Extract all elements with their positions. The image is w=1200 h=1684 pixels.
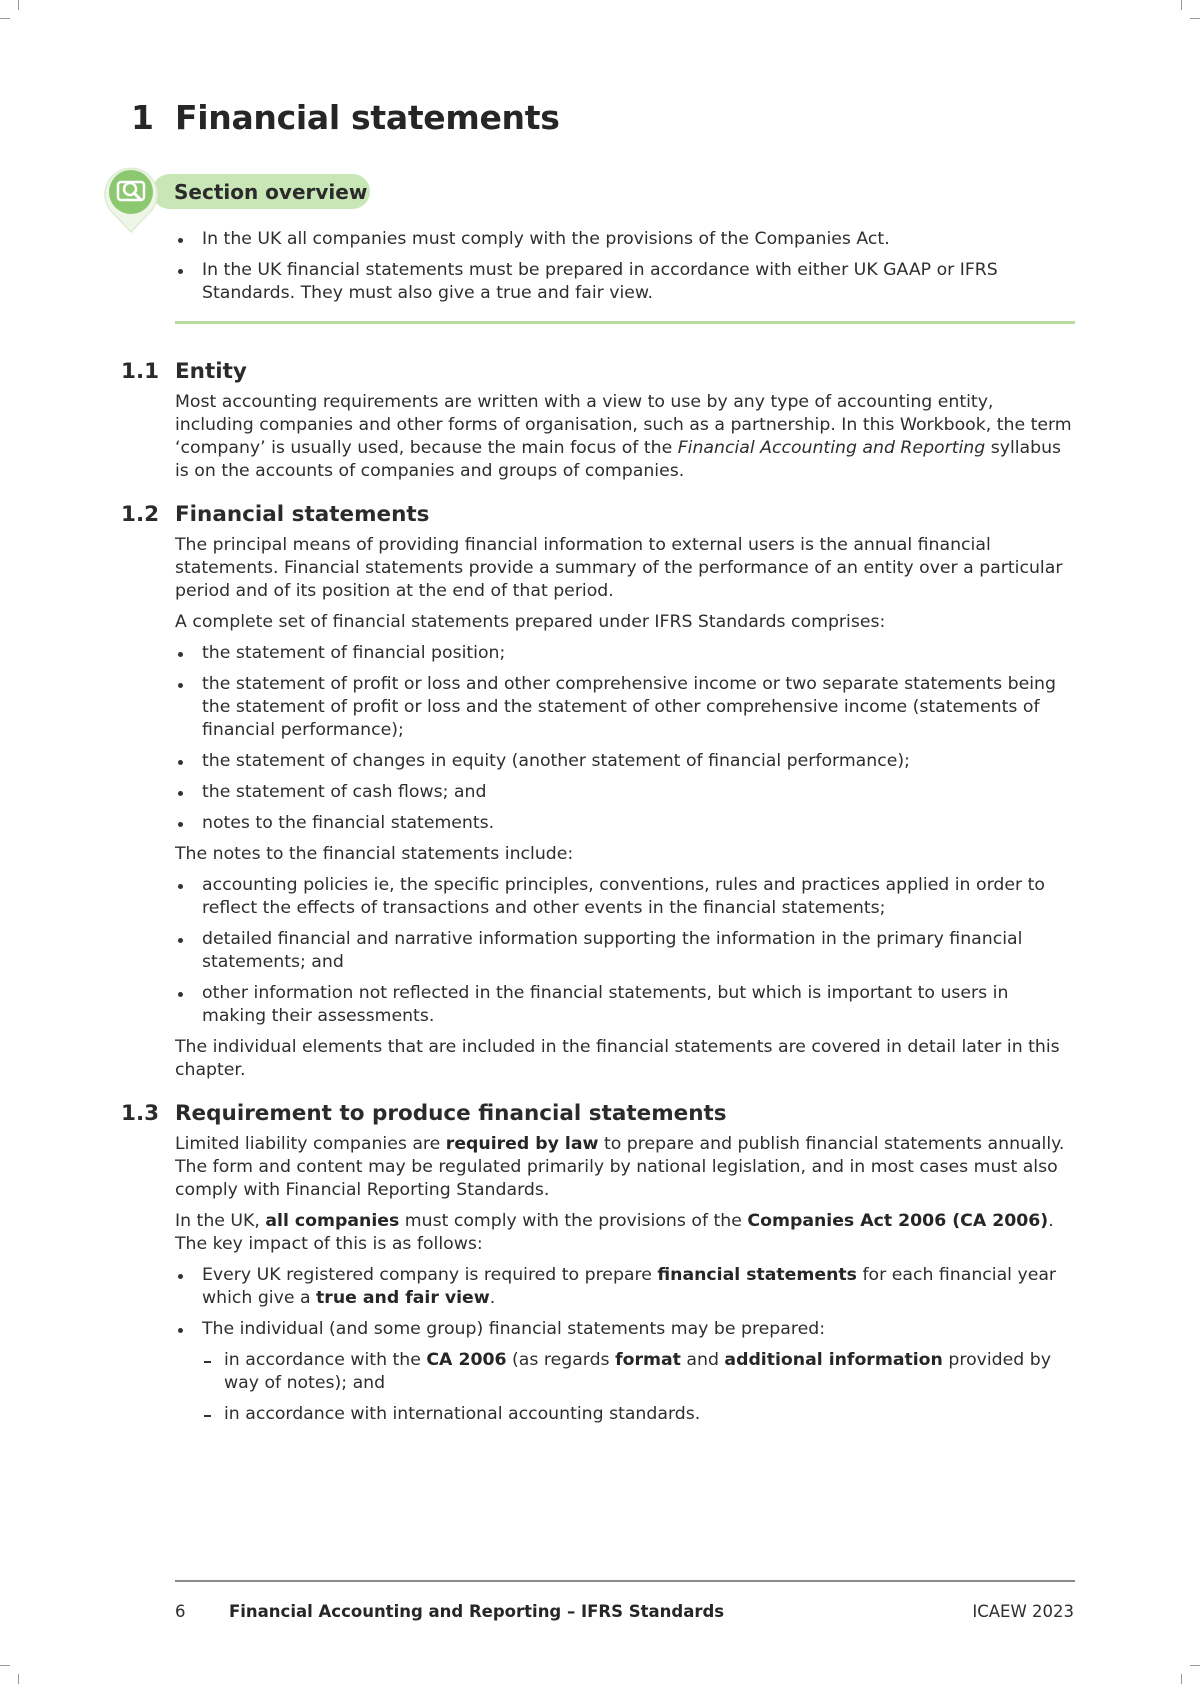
text-run: in accordance with the [224, 1350, 427, 1370]
footer-divider [175, 1580, 1075, 1582]
sublist-item [202, 1349, 1075, 1395]
list-item: The individual (and some group) financial statements may be prepared: [175, 1318, 1075, 1341]
page-content [121, 228, 1075, 1434]
list-item: the statement of financial position; [175, 642, 1075, 665]
emphasis: true and fair view [316, 1288, 490, 1308]
section-title: Requirement to produce financial statements [175, 1101, 727, 1126]
section-title: Entity [175, 359, 247, 384]
text-run: must comply with the provisions of the [399, 1211, 748, 1231]
emphasis: format [615, 1350, 681, 1370]
requirement-paragraph [175, 1133, 1075, 1202]
list-item: other information not reflected in the financial statements, but which is important to users in making their assessments. [175, 982, 1075, 1028]
chapter-number: 1 [131, 98, 154, 137]
crop-mark [1190, 1665, 1200, 1666]
notes-intro: The notes to the financial statements include: [175, 844, 574, 864]
section-heading-1-3 [121, 1101, 1075, 1126]
section-heading-1-1 [121, 359, 1075, 384]
syllabus-title: Financial Accounting and Reporting [677, 438, 986, 458]
entity-paragraph [175, 391, 1075, 483]
text-run: and [680, 1350, 725, 1370]
crop-mark [0, 18, 10, 19]
crop-mark [18, 1674, 19, 1684]
overview-list [175, 228, 1075, 305]
list-item: the statement of profit or loss and other comprehensive income or two separate statements being the statement of profit or loss and the statement of other comprehensive income (statements of financial performance); [175, 673, 1075, 742]
emphasis: CA 2006 [426, 1350, 507, 1370]
emphasis: all companies [265, 1211, 400, 1231]
notes-list [175, 874, 1075, 1028]
text-run: to prepare and publish financial statements annually. The form and content may be regulated primarily by national legislation, and in most cases must also comply with Financial Reporting Standards. [175, 1134, 1065, 1200]
list-item: detailed financial and narrative information supporting the information in the primary financial statements; and [175, 928, 1075, 974]
chapter-title: Financial statements [175, 98, 560, 137]
list-item: the statement of cash flows; and [175, 781, 1075, 804]
crop-mark [1190, 18, 1200, 19]
text-run: In the UK, [175, 1211, 266, 1231]
emphasis: Companies Act 2006 (CA 2006) [747, 1211, 1049, 1231]
overview-divider [175, 321, 1075, 324]
text-run: Limited liability companies are [175, 1134, 446, 1154]
fs-set-intro: A complete set of financial statements prepared under IFRS Standards comprises: [175, 612, 886, 632]
crop-mark [1181, 1674, 1182, 1684]
sublist-item: in accordance with international accounting standards. [202, 1403, 1075, 1426]
list-item: notes to the financial statements. [175, 812, 1075, 835]
overview-bullet: In the UK all companies must comply with the provisions of the Companies Act. [175, 228, 1075, 251]
chapter-heading [131, 98, 560, 137]
fs-intro-paragraph: The principal means of providing financial information to external users is the annual financial statements. Financial statements provide a summary of the performance of an entity over a particular period and of its position at the end of that period. [175, 535, 1063, 601]
fs-closing-paragraph: The individual elements that are included in the financial statements are covered in detail later in this chapter. [175, 1037, 1060, 1080]
ca2006-list [175, 1264, 1075, 1341]
emphasis: financial statements [657, 1265, 857, 1285]
list-item: the statement of changes in equity (another statement of financial performance); [175, 750, 1075, 773]
footer-book-title: Financial Accounting and Reporting – IFRS Standards [229, 1602, 725, 1621]
section-number: 1.3 [121, 1101, 160, 1126]
fs-components-list [175, 642, 1075, 835]
emphasis: additional information [724, 1350, 943, 1370]
crop-mark [0, 1665, 10, 1666]
footer-publisher: ICAEW 2023 [972, 1602, 1074, 1621]
list-item [175, 1264, 1075, 1310]
text-run: Every UK registered company is required to prepare [202, 1265, 658, 1285]
preparation-sublist [202, 1349, 1075, 1426]
section-number: 1.2 [121, 502, 160, 527]
text-run: (as regards [506, 1350, 616, 1370]
section-title: Financial statements [175, 502, 430, 527]
crop-mark [1181, 0, 1182, 10]
text-run: syllabus is on the accounts of companies and groups of companies. [175, 438, 1062, 481]
text-run: Most accounting requirements are written with a view to use by any type of accounting entity, including companies and other forms of organisation, such as a partnership. In this Workbook, the term ‘company’ is usually used, because the main focus of the [175, 392, 1072, 458]
crop-mark [18, 0, 19, 10]
emphasis: required by law [445, 1134, 599, 1154]
list-item: accounting policies ie, the specific principles, conventions, rules and practices applied in order to reflect the effects of transactions and other events in the financial statements; [175, 874, 1075, 920]
text-run: . The key impact of this is as follows: [175, 1211, 1054, 1254]
text-run: for each financial year which give a [202, 1265, 1057, 1308]
text-run: . [489, 1288, 496, 1308]
overview-bullet: In the UK financial statements must be prepared in accordance with either UK GAAP or IFRS Standards. They must also give a true and fair view. [175, 259, 1075, 305]
section-number: 1.1 [121, 359, 160, 384]
magnifier-badge-icon [102, 162, 160, 234]
section-heading-1-2 [121, 502, 1075, 527]
section-overview-label: Section overview [174, 180, 368, 204]
page-number: 6 [175, 1602, 186, 1621]
text-run: provided by way of notes); and [224, 1350, 1051, 1393]
uk-paragraph [175, 1210, 1075, 1256]
